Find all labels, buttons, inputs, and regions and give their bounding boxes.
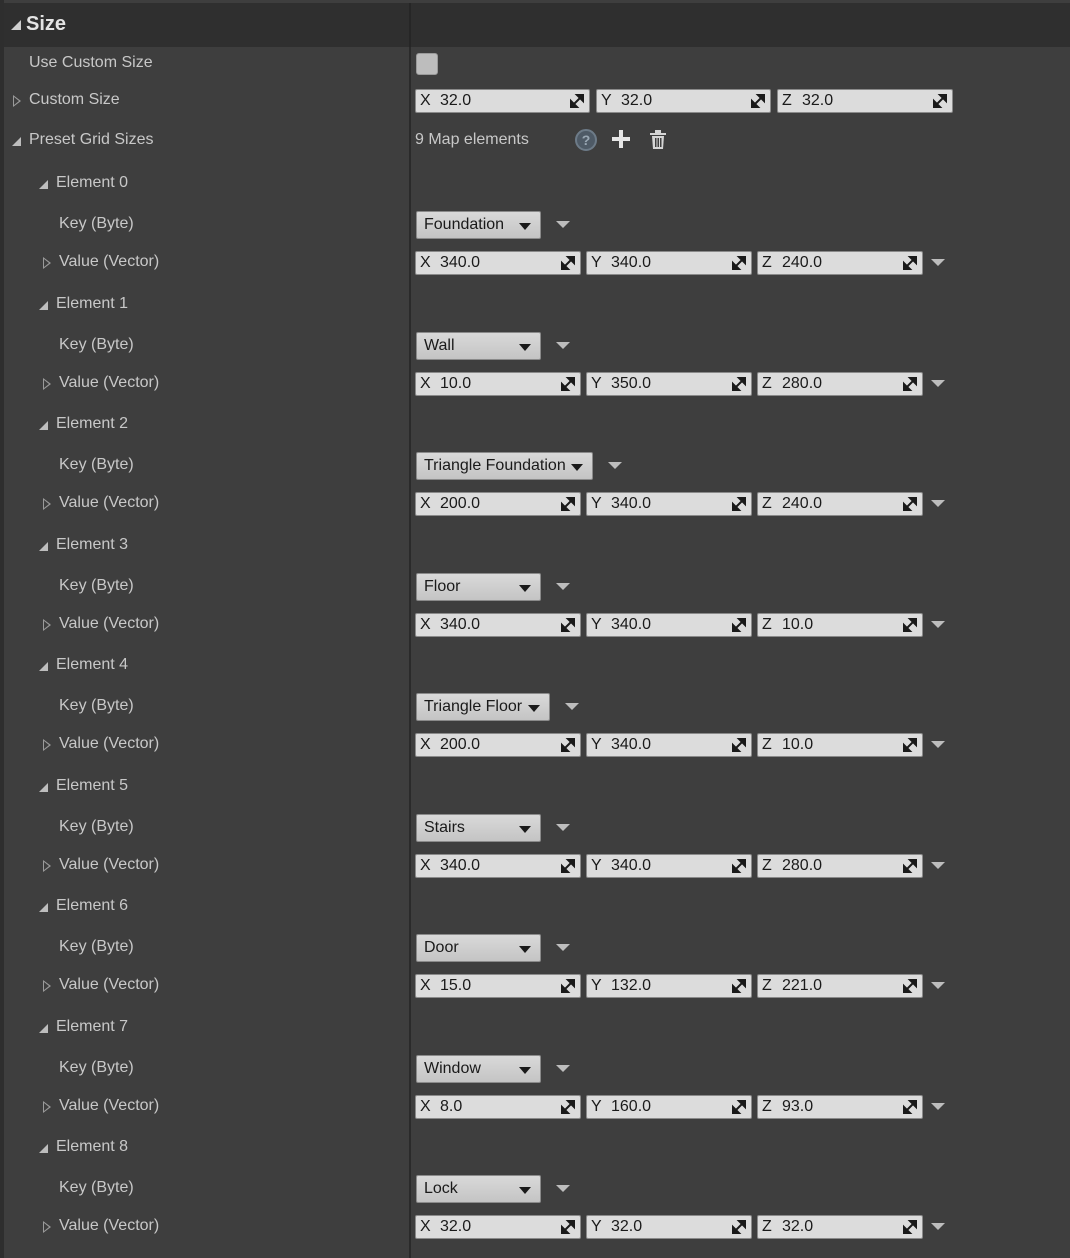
- value-row: [0, 366, 1070, 402]
- axis-label-z: Z: [762, 1218, 772, 1235]
- axis-label-x: X: [420, 495, 431, 512]
- key-combo-button[interactable]: [416, 332, 541, 360]
- axis-label-x: X: [420, 977, 431, 994]
- value-y-field[interactable]: [586, 251, 752, 275]
- value-z: 32.0: [782, 1218, 814, 1235]
- value-label: Value (Vector): [59, 374, 160, 391]
- key-combo-value: Triangle Foundation: [424, 457, 566, 474]
- key-row: [0, 930, 1070, 966]
- axis-label-y: Y: [591, 495, 602, 512]
- custom-size-z-value: 32.0: [802, 92, 834, 109]
- spin-drag-icon[interactable]: [561, 497, 575, 511]
- help-icon[interactable]: ?: [575, 129, 597, 151]
- value-x: 340.0: [440, 857, 481, 874]
- axis-label-z: Z: [782, 92, 792, 109]
- spin-drag-icon[interactable]: [903, 497, 917, 511]
- value-label: Value (Vector): [59, 856, 160, 873]
- element-row-4: [0, 648, 1070, 684]
- value-z-field[interactable]: [757, 854, 923, 878]
- value-x: 8.0: [440, 1098, 463, 1115]
- value-x-field[interactable]: [415, 372, 581, 396]
- spin-drag-icon[interactable]: [561, 256, 575, 270]
- value-y-field[interactable]: [586, 372, 752, 396]
- axis-label-y: Y: [591, 736, 602, 753]
- key-row: [0, 448, 1070, 484]
- key-combo-value: Window: [424, 1060, 481, 1077]
- key-label: Key (Byte): [59, 456, 134, 473]
- value-y: 340.0: [611, 495, 652, 512]
- key-combo-value: Door: [424, 939, 459, 956]
- spin-drag-icon[interactable]: [732, 1220, 746, 1234]
- spin-drag-icon[interactable]: [732, 859, 746, 873]
- collapse-triangle-icon[interactable]: [43, 498, 51, 510]
- value-z-field[interactable]: [757, 1215, 923, 1239]
- value-x-field[interactable]: [415, 1215, 581, 1239]
- value-x: 340.0: [440, 254, 481, 271]
- spin-drag-icon[interactable]: [732, 979, 746, 993]
- key-combo-button[interactable]: [416, 1175, 541, 1203]
- collapse-triangle-icon[interactable]: [43, 257, 51, 269]
- axis-label-y: Y: [591, 1218, 602, 1235]
- value-dropdown-arrow-icon[interactable]: [931, 741, 945, 748]
- key-dropdown-arrow-icon[interactable]: [556, 944, 570, 951]
- collapse-triangle-icon[interactable]: [43, 1221, 51, 1233]
- axis-label-y: Y: [591, 375, 602, 392]
- axis-label-y: Y: [591, 254, 602, 271]
- element-name: Element 5: [56, 777, 129, 794]
- axis-label-x: X: [420, 1098, 431, 1115]
- element-row-1: [0, 287, 1070, 323]
- key-combo-button[interactable]: [416, 693, 550, 721]
- value-y: 160.0: [611, 1098, 652, 1115]
- element-row-7: [0, 1010, 1070, 1046]
- spin-drag-icon[interactable]: [561, 859, 575, 873]
- collapse-triangle-icon[interactable]: [43, 619, 51, 631]
- custom-size-x-value: 32.0: [440, 92, 472, 109]
- key-dropdown-arrow-icon[interactable]: [556, 1065, 570, 1072]
- value-z: 240.0: [782, 254, 823, 271]
- value-y-field[interactable]: [586, 1095, 752, 1119]
- expand-triangle-icon[interactable]: [39, 542, 48, 551]
- axis-label-x: X: [420, 857, 431, 874]
- value-label: Value (Vector): [59, 253, 160, 270]
- value-dropdown-arrow-icon[interactable]: [931, 621, 945, 628]
- collapse-triangle-icon[interactable]: [13, 95, 21, 107]
- collapse-triangle-icon[interactable]: [43, 378, 51, 390]
- key-row: [0, 689, 1070, 725]
- expand-triangle-icon[interactable]: [39, 903, 48, 912]
- key-combo-value: Stairs: [424, 819, 465, 836]
- collapse-triangle-icon[interactable]: [43, 860, 51, 872]
- spin-drag-icon[interactable]: [903, 859, 917, 873]
- key-combo-button[interactable]: [416, 934, 541, 962]
- key-combo-button[interactable]: [416, 573, 541, 601]
- axis-label-z: Z: [762, 254, 772, 271]
- key-combo-value: Wall: [424, 337, 455, 354]
- map-elements-count: 9 Map elements: [415, 131, 529, 148]
- preset-grid-sizes-label: Preset Grid Sizes: [29, 131, 154, 148]
- key-label: Key (Byte): [59, 1059, 134, 1076]
- chevron-down-icon: [571, 464, 583, 471]
- element-row-0: [0, 166, 1070, 202]
- value-y-field[interactable]: [586, 733, 752, 757]
- value-row: [0, 968, 1070, 1004]
- axis-label-y: Y: [601, 92, 612, 109]
- chevron-down-icon: [519, 344, 531, 351]
- value-x: 200.0: [440, 495, 481, 512]
- value-x-field[interactable]: [415, 854, 581, 878]
- collapse-triangle-icon[interactable]: [43, 980, 51, 992]
- custom-size-label: Custom Size: [29, 91, 120, 108]
- element-name: Element 2: [56, 415, 129, 432]
- value-dropdown-arrow-icon[interactable]: [931, 1223, 945, 1230]
- value-z-field[interactable]: [757, 974, 923, 998]
- value-y-field[interactable]: [586, 854, 752, 878]
- key-dropdown-arrow-icon[interactable]: [556, 824, 570, 831]
- axis-label-z: Z: [762, 977, 772, 994]
- element-name: Element 4: [56, 656, 129, 673]
- spin-drag-icon[interactable]: [732, 256, 746, 270]
- element-name: Element 3: [56, 536, 129, 553]
- element-row-6: [0, 889, 1070, 925]
- value-y-field[interactable]: [586, 974, 752, 998]
- spin-drag-icon[interactable]: [903, 738, 917, 752]
- section-header-size[interactable]: [4, 3, 1070, 47]
- spin-drag-icon[interactable]: [903, 1100, 917, 1114]
- value-y-field[interactable]: [586, 1215, 752, 1239]
- value-x: 32.0: [440, 1218, 472, 1235]
- value-x-field[interactable]: [415, 1095, 581, 1119]
- spin-drag-icon[interactable]: [751, 94, 765, 108]
- element-row-2: [0, 407, 1070, 443]
- key-combo-value: Floor: [424, 578, 461, 595]
- axis-label-z: Z: [762, 375, 772, 392]
- collapse-triangle-icon[interactable]: [43, 1101, 51, 1113]
- value-dropdown-arrow-icon[interactable]: [931, 982, 945, 989]
- expand-triangle-icon[interactable]: [39, 421, 48, 430]
- spin-drag-icon[interactable]: [903, 979, 917, 993]
- key-dropdown-arrow-icon[interactable]: [556, 1185, 570, 1192]
- axis-label-x: X: [420, 92, 431, 109]
- custom-size-y-value: 32.0: [621, 92, 653, 109]
- spin-drag-icon[interactable]: [732, 497, 746, 511]
- expand-triangle-icon[interactable]: [39, 662, 48, 671]
- spin-drag-icon[interactable]: [561, 618, 575, 632]
- value-x-field[interactable]: [415, 974, 581, 998]
- expand-triangle-icon[interactable]: [12, 137, 21, 146]
- expand-triangle-icon[interactable]: [39, 180, 48, 189]
- spin-drag-icon[interactable]: [732, 618, 746, 632]
- value-z: 240.0: [782, 495, 823, 512]
- key-row: [0, 1171, 1070, 1207]
- value-y-field[interactable]: [586, 492, 752, 516]
- element-row-3: [0, 528, 1070, 564]
- value-x-field[interactable]: [415, 492, 581, 516]
- header-divider: [409, 3, 411, 47]
- value-z-field[interactable]: [757, 733, 923, 757]
- value-z-field[interactable]: [757, 251, 923, 275]
- element-row-5: [0, 769, 1070, 805]
- value-y: 32.0: [611, 1218, 643, 1235]
- axis-label-x: X: [420, 616, 431, 633]
- row-custom-size: [0, 83, 1070, 119]
- key-label: Key (Byte): [59, 697, 134, 714]
- element-name: Element 7: [56, 1018, 129, 1035]
- value-x: 10.0: [440, 375, 472, 392]
- key-dropdown-arrow-icon[interactable]: [556, 583, 570, 590]
- value-y: 340.0: [611, 254, 652, 271]
- value-label: Value (Vector): [59, 976, 160, 993]
- axis-label-x: X: [420, 1218, 431, 1235]
- value-row: [0, 245, 1070, 281]
- value-row: [0, 1089, 1070, 1125]
- key-label: Key (Byte): [59, 1179, 134, 1196]
- key-combo-button[interactable]: [416, 1055, 541, 1083]
- spin-drag-icon[interactable]: [561, 1220, 575, 1234]
- element-name: Element 1: [56, 295, 129, 312]
- chevron-down-icon: [519, 223, 531, 230]
- value-x-field[interactable]: [415, 733, 581, 757]
- expand-triangle-icon[interactable]: [39, 301, 48, 310]
- axis-label-y: Y: [591, 1098, 602, 1115]
- value-row: [0, 848, 1070, 884]
- key-label: Key (Byte): [59, 938, 134, 955]
- value-y: 340.0: [611, 736, 652, 753]
- spin-drag-icon[interactable]: [732, 377, 746, 391]
- axis-label-y: Y: [591, 616, 602, 633]
- section-title: Size: [26, 13, 67, 35]
- chevron-down-icon: [519, 585, 531, 592]
- value-dropdown-arrow-icon[interactable]: [931, 862, 945, 869]
- axis-label-y: Y: [591, 977, 602, 994]
- value-x-field[interactable]: [415, 613, 581, 637]
- value-z: 280.0: [782, 375, 823, 392]
- use-custom-size-checkbox[interactable]: [416, 53, 438, 75]
- value-dropdown-arrow-icon[interactable]: [931, 500, 945, 507]
- element-row-8: [0, 1130, 1070, 1166]
- expand-triangle-icon[interactable]: [39, 1024, 48, 1033]
- axis-label-x: X: [420, 736, 431, 753]
- row-preset-grid-sizes: [0, 123, 1070, 159]
- value-y: 132.0: [611, 977, 652, 994]
- spin-drag-icon[interactable]: [561, 979, 575, 993]
- chevron-down-icon: [519, 826, 531, 833]
- value-label: Value (Vector): [59, 615, 160, 632]
- spin-drag-icon[interactable]: [903, 618, 917, 632]
- value-label: Value (Vector): [59, 735, 160, 752]
- value-x: 15.0: [440, 977, 472, 994]
- spin-drag-icon[interactable]: [570, 94, 584, 108]
- key-dropdown-arrow-icon[interactable]: [556, 221, 570, 228]
- use-custom-size-label: Use Custom Size: [29, 54, 153, 71]
- axis-label-z: Z: [762, 495, 772, 512]
- value-z-field[interactable]: [757, 492, 923, 516]
- key-row: [0, 810, 1070, 846]
- custom-size-x-field[interactable]: [415, 89, 590, 113]
- axis-label-y: Y: [591, 857, 602, 874]
- axis-label-z: Z: [762, 1098, 772, 1115]
- chevron-down-icon: [519, 946, 531, 953]
- axis-label-z: Z: [762, 616, 772, 633]
- spin-drag-icon[interactable]: [561, 1100, 575, 1114]
- value-dropdown-arrow-icon[interactable]: [931, 1103, 945, 1110]
- key-combo-value: Lock: [424, 1180, 458, 1197]
- value-z-field[interactable]: [757, 372, 923, 396]
- value-label: Value (Vector): [59, 1097, 160, 1114]
- spin-drag-icon[interactable]: [903, 377, 917, 391]
- value-y: 340.0: [611, 616, 652, 633]
- spin-drag-icon[interactable]: [903, 1220, 917, 1234]
- element-name: Element 0: [56, 174, 129, 191]
- value-z: 10.0: [782, 616, 814, 633]
- collapse-triangle-icon[interactable]: [43, 739, 51, 751]
- spin-drag-icon[interactable]: [732, 1100, 746, 1114]
- key-row: [0, 207, 1070, 243]
- chevron-down-icon: [519, 1067, 531, 1074]
- element-name: Element 8: [56, 1138, 129, 1155]
- element-name: Element 6: [56, 897, 129, 914]
- spin-drag-icon[interactable]: [903, 256, 917, 270]
- expand-triangle-icon[interactable]: [39, 783, 48, 792]
- value-label: Value (Vector): [59, 1217, 160, 1234]
- chevron-down-icon: [528, 705, 540, 712]
- expand-triangle-icon[interactable]: [11, 20, 21, 30]
- value-x: 340.0: [440, 616, 481, 633]
- axis-label-x: X: [420, 254, 431, 271]
- value-x-field[interactable]: [415, 251, 581, 275]
- key-combo-value: Triangle Floor: [424, 698, 523, 715]
- value-y-field[interactable]: [586, 613, 752, 637]
- key-dropdown-arrow-icon[interactable]: [608, 462, 622, 469]
- key-dropdown-arrow-icon[interactable]: [556, 342, 570, 349]
- value-z: 280.0: [782, 857, 823, 874]
- custom-size-z-field[interactable]: [777, 89, 953, 113]
- key-row: [0, 328, 1070, 364]
- axis-label-z: Z: [762, 857, 772, 874]
- value-z: 10.0: [782, 736, 814, 753]
- custom-size-y-field[interactable]: [596, 89, 771, 113]
- expand-triangle-icon[interactable]: [39, 1144, 48, 1153]
- key-combo-button[interactable]: [416, 814, 541, 842]
- value-dropdown-arrow-icon[interactable]: [931, 380, 945, 387]
- key-row: [0, 1051, 1070, 1087]
- value-y: 350.0: [611, 375, 652, 392]
- value-label: Value (Vector): [59, 494, 160, 511]
- row-use-custom-size: [0, 46, 1070, 82]
- key-combo-button[interactable]: [416, 211, 541, 239]
- value-y: 340.0: [611, 857, 652, 874]
- key-label: Key (Byte): [59, 818, 134, 835]
- value-z: 221.0: [782, 977, 823, 994]
- spin-drag-icon[interactable]: [561, 377, 575, 391]
- value-z-field[interactable]: [757, 1095, 923, 1119]
- plus-icon[interactable]: [612, 130, 630, 148]
- key-combo-button[interactable]: [416, 452, 593, 480]
- key-dropdown-arrow-icon[interactable]: [565, 703, 579, 710]
- key-combo-value: Foundation: [424, 216, 505, 233]
- value-row: [0, 486, 1070, 522]
- value-z: 93.0: [782, 1098, 814, 1115]
- key-label: Key (Byte): [59, 577, 134, 594]
- axis-label-z: Z: [762, 736, 772, 753]
- spin-drag-icon[interactable]: [732, 738, 746, 752]
- axis-label-x: X: [420, 375, 431, 392]
- chevron-down-icon: [519, 1187, 531, 1194]
- value-x: 200.0: [440, 736, 481, 753]
- value-z-field[interactable]: [757, 613, 923, 637]
- value-dropdown-arrow-icon[interactable]: [931, 259, 945, 266]
- spin-drag-icon[interactable]: [933, 94, 947, 108]
- trash-icon[interactable]: [649, 130, 667, 150]
- key-label: Key (Byte): [59, 215, 134, 232]
- key-label: Key (Byte): [59, 336, 134, 353]
- value-row: [0, 607, 1070, 643]
- value-row: [0, 727, 1070, 763]
- spin-drag-icon[interactable]: [561, 738, 575, 752]
- value-row: [0, 1209, 1070, 1245]
- key-row: [0, 569, 1070, 605]
